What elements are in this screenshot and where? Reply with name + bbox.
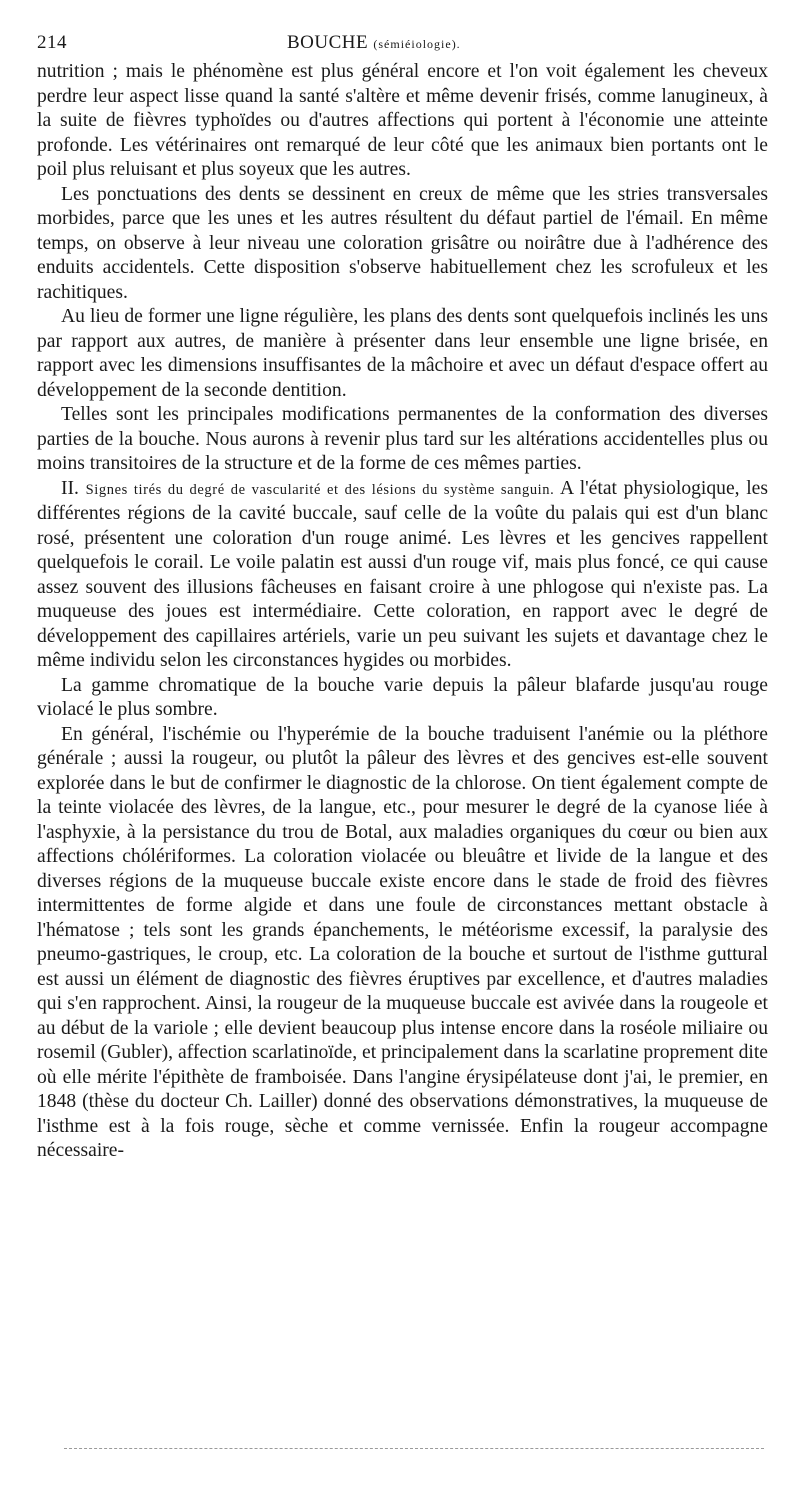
- paragraph: Telles sont les principales modifications permanentes de la conformation des diverses parties de la bouche. Nous aurons à revenir plus tard sur les altérations accidentelles plus ou moins transitoires de la structure et de la forme de ces mêmes parties.: [37, 404, 768, 474]
- page-number: 214: [37, 32, 67, 53]
- paragraph: Les ponctuations des dents se dessinent en creux de même que les stries transversales morbides, parce que les unes et les autres résultent du défaut partiel de l'émail. En même temps, on observe à leur niveau une coloration grisâtre ou noirâtre due à l'adhérence des enduits accidentels. Cette disposition s'observe habituellement chez les scrofuleux et les rachitiques.: [37, 183, 768, 303]
- running-head: [287, 32, 461, 54]
- paragraph: La gamme chromatique de la bouche varie depuis la pâleur blafarde jusqu'au rouge violacé le plus sombre.: [37, 674, 768, 720]
- section-number: II.: [61, 477, 79, 499]
- footer-rule: [64, 1448, 764, 1449]
- paragraph: En général, l'ischémie ou l'hyperémie de la bouche traduisent l'anémie ou la pléthore générale ; aussi la rougeur, ou plutôt la pâleur des lèvres et des gencives est-elle souvent explorée dans le but de confirmer le diagnostic de la chlorose. On tient également compte de la teinte violacée des lèvres, de la langue, etc., pour mesurer le degré de la cyanose liée à l'asphyxie, à la persistance du trou de Botal, aux maladies organiques du cœur ou bien aux affections chólériformes. La coloration violacée ou bleuâtre et livide de la langue et des diverses régions de la muqueuse buccale existe encore dans le stade de froid des fièvres intermittentes de forme algide et dans une foule de circonstances mettant obstacle à l'hématose ; tels sont les grands épanchements, le météorisme excessif, la paralysie des pneumo-gastriques, le croup, etc. La coloration de la bouche et surtout de l'isthme guttural est aussi un élément de diagnostic des fièvres éruptives par excellence, et d'autres maladies qui s'en rapprochent. Ainsi, la rougeur de la muqueuse buccale est avivée dans la rougeole et au début de la variole ; elle devient beaucoup plus intense encore dans la roséole miliaire ou rosemil (Gubler), affection scarlatinoïde, et principalement dans la scarlatine proprement dite où elle mérite l'épithète de framboisée. Dans l'angine érysipélateuse dont j'ai, le premier, en 1848 (thèse du docteur Ch. Lailler) donné des observations démonstratives, la muqueuse de l'isthme est à la fois rouge, sèche et comme vernissée. Enfin la rougeur accompagne nécessaire-: [37, 723, 768, 1161]
- section-paragraph: [37, 477, 768, 674]
- page-header: [37, 30, 768, 60]
- paragraph: Au lieu de former une ligne régulière, les plans des dents sont quelquefois inclinés les uns par rapport aux autres, de manière à présenter dans leur ensemble une ligne brisée, en rapport avec les dimensions insuffisantes de la mâchoire et avec un défaut d'espace offert au développement de la seconde dentition.: [37, 306, 768, 401]
- section-first-text: A l'état physiologique, les différentes régions de la cavité buccale, sauf celle de la voûte du palais qui est d'un blanc rosé, présentent une coloration d'un rouge animé. Les lèvres et les gencives rappellent quelquefois le corail. Le voile palatin est aussi d'un rouge vif, mais plus foncé, ce qui cause assez souvent des illusions fâcheuses en faisant croire à une phlogose qui n'existe pas. La muqueuse des joues est intermédiaire. Cette coloration, en rapport avec le degré de développement des capillaires artériels, varie un peu suivant les sujets et davantage chez le même individu selon les circonstances hygides ou morbides.: [37, 477, 768, 671]
- running-head-title: BOUCHE: [287, 32, 369, 53]
- body-text: [37, 60, 768, 1164]
- running-head-subtitle: (sémiéiologie).: [373, 37, 461, 51]
- paragraph: nutrition ; mais le phénomène est plus général encore et l'on voit également les cheveux perdre leur aspect lisse quand la santé s'altère et même devenir frisés, comme lanugineux, à la suite de fièvres typhoïdes ou d'autres affections qui portent à l'économie une atteinte profonde. Les vétérinaires ont remarqué de leur côté que les animaux bien portants ont le poil plus reluisant et plus soyeux que les autres.: [37, 61, 768, 180]
- section-heading: Signes tirés du degré de vascularité et des lésions du système sanguin.: [85, 481, 555, 498]
